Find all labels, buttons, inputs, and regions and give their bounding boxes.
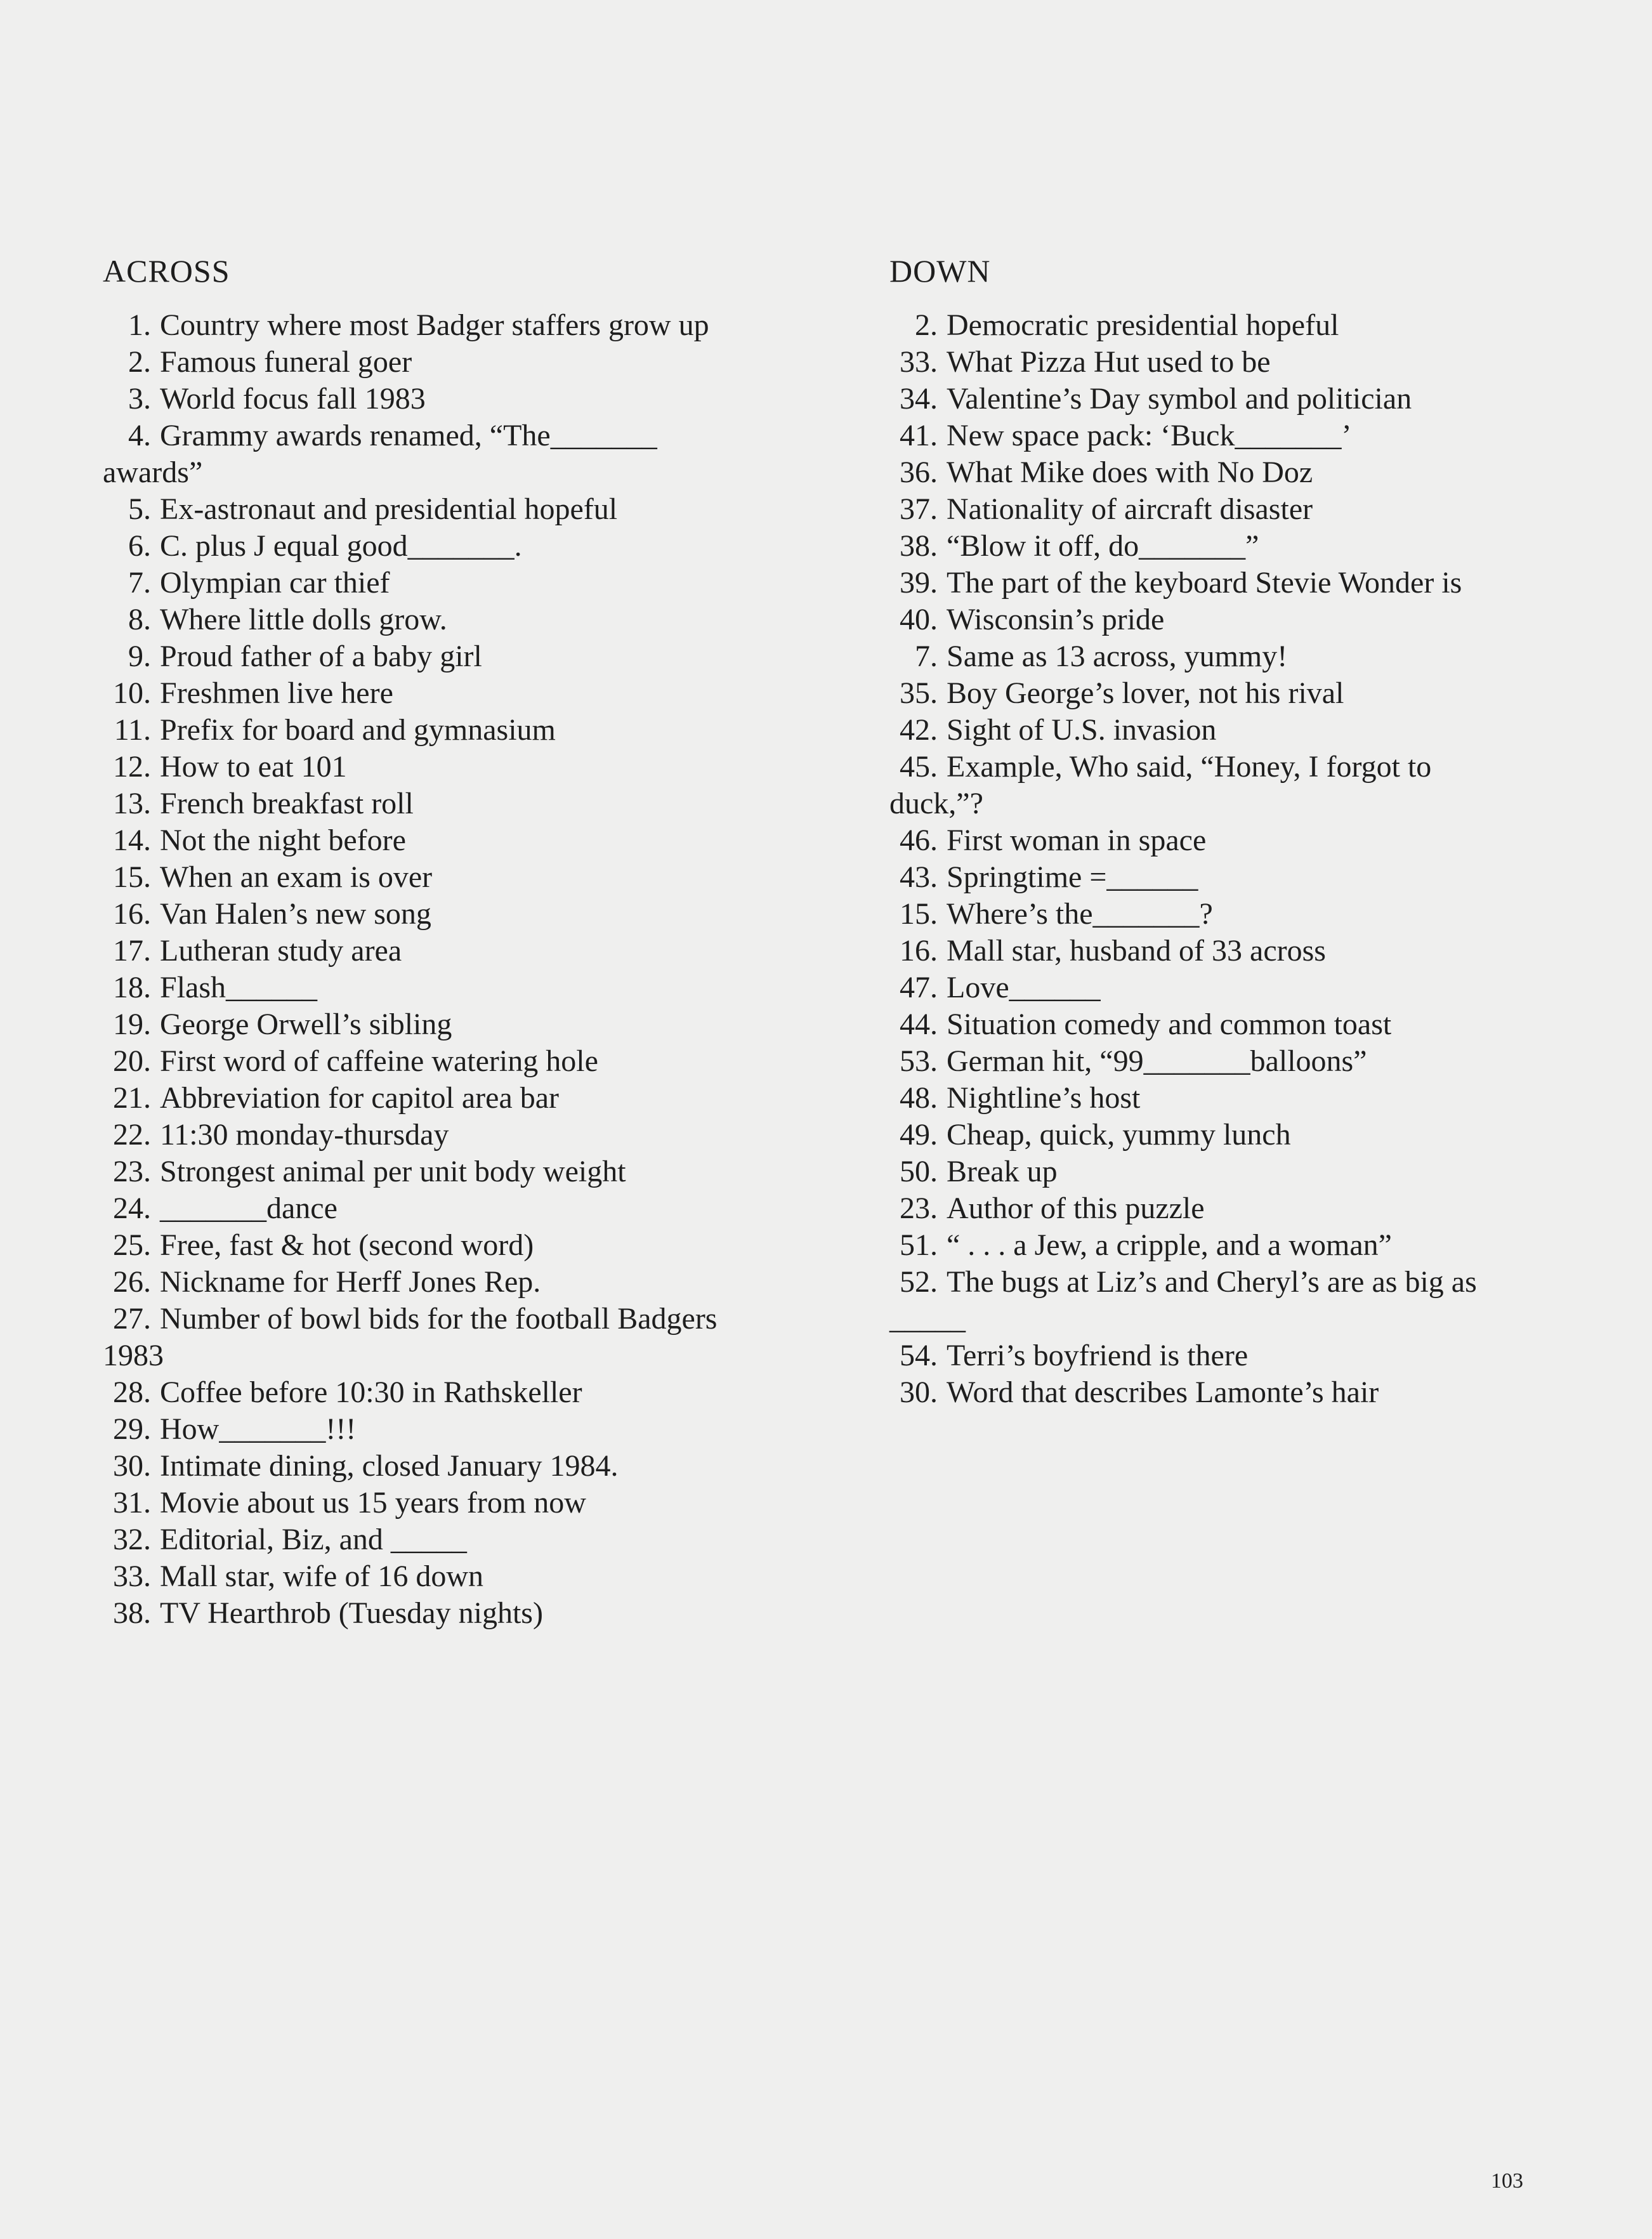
across-clue [103, 307, 801, 344]
clue-text: Cheap, quick, yummy lunch [947, 1118, 1291, 1152]
clue-number: 29. [113, 1412, 151, 1446]
clue-number: 4. [128, 419, 151, 452]
clue-number: 45. [900, 750, 938, 784]
across-clue [103, 969, 801, 1006]
clue-number: 25. [113, 1228, 151, 1262]
clue-number: 15. [113, 860, 151, 894]
clue-text: Van Halen’s new song [160, 897, 431, 931]
clue-number: 24. [113, 1192, 151, 1225]
clue-text: Where’s the_______? [947, 897, 1213, 931]
across-clue [103, 1117, 801, 1153]
across-clue [103, 822, 801, 859]
clue-text: Valentine’s Day symbol and politician [947, 382, 1412, 416]
down-clue [889, 601, 1587, 638]
clue-number: 51. [900, 1228, 938, 1262]
clue-text: “ . . . a Jew, a cripple, and a woman” [947, 1228, 1392, 1262]
clue-number: 18. [113, 971, 151, 1004]
clue-text: Abbreviation for capitol area bar [160, 1081, 560, 1115]
clue-number: 36. [900, 456, 938, 489]
down-clue [889, 822, 1587, 859]
clue-number: 15. [900, 897, 938, 931]
clue-number: 28. [113, 1376, 151, 1409]
down-clue [889, 896, 1587, 933]
across-column [103, 253, 801, 1632]
clue-number: 8. [128, 603, 151, 636]
across-clue-list [103, 307, 801, 1632]
clue-text: Intimate dining, closed January 1984. [160, 1449, 619, 1483]
across-clue [103, 1043, 801, 1080]
across-clue [103, 381, 801, 417]
clue-number: 50. [900, 1155, 938, 1188]
clue-number: 48. [900, 1081, 938, 1115]
clue-text: “Blow it off, do_______” [947, 529, 1259, 563]
clue-text: Editorial, Biz, and _____ [160, 1523, 467, 1556]
clue-number: 37. [900, 492, 938, 526]
clue-text: Springtime =______ [947, 860, 1198, 894]
clue-number: 3. [128, 382, 151, 416]
down-clue [889, 969, 1587, 1006]
clue-number: 34. [900, 382, 938, 416]
across-clue [103, 785, 801, 822]
clue-number: 53. [900, 1044, 938, 1078]
down-column [889, 253, 1587, 1411]
down-clue-list [889, 307, 1587, 1411]
across-clue [103, 675, 801, 712]
clue-text: What Mike does with No Doz [947, 456, 1313, 489]
clue-text: Democratic presidential hopeful [947, 308, 1339, 342]
clue-text: When an exam is over [160, 860, 433, 894]
clue-text: _______dance [160, 1192, 338, 1225]
clue-text: German hit, “99_______balloons” [947, 1044, 1367, 1078]
clue-number: 47. [900, 971, 938, 1004]
clue-number: 9. [128, 640, 151, 673]
across-clue [103, 749, 801, 785]
clue-number: 6. [128, 529, 151, 563]
across-clue [103, 1374, 801, 1411]
clue-text: Grammy awards renamed, “The_______ [160, 419, 657, 452]
clue-number: 23. [113, 1155, 151, 1188]
down-clue [889, 344, 1587, 381]
clue-number: 38. [900, 529, 938, 563]
clue-number: 5. [128, 492, 151, 526]
across-clue [103, 417, 801, 491]
clue-text: What Pizza Hut used to be [947, 345, 1271, 379]
clue-number: 31. [113, 1486, 151, 1520]
clue-number: 42. [900, 713, 938, 747]
clue-text: Ex-astronaut and presidential hopeful [160, 492, 618, 526]
down-clue [889, 1227, 1587, 1264]
clue-text-continuation: _____ [889, 1302, 966, 1336]
page-number: 103 [1491, 2169, 1523, 2193]
clue-number: 14. [113, 824, 151, 857]
across-clue [103, 565, 801, 601]
down-clue [889, 933, 1587, 969]
down-clue [889, 1264, 1587, 1337]
clue-text: The bugs at Liz’s and Cheryl’s are as big as [947, 1265, 1477, 1299]
down-clue [889, 675, 1587, 712]
down-clue [889, 417, 1587, 454]
clue-number: 52. [900, 1265, 938, 1299]
clue-text-continuation: duck,”? [889, 787, 983, 820]
clue-text: Wisconsin’s pride [947, 603, 1165, 636]
across-clue [103, 1411, 801, 1448]
down-clue [889, 638, 1587, 675]
across-clue [103, 933, 801, 969]
down-clue [889, 1190, 1587, 1227]
clue-number: 33. [113, 1559, 151, 1593]
clue-text: Love______ [947, 971, 1101, 1004]
across-clue [103, 1521, 801, 1558]
clue-text: Proud father of a baby girl [160, 640, 482, 673]
clue-text: Country where most Badger staffers grow up [160, 308, 709, 342]
clue-text: Olympian car thief [160, 566, 390, 600]
clue-text: Free, fast & hot (second word) [160, 1228, 534, 1262]
clue-text: First woman in space [947, 824, 1207, 857]
clue-text: Break up [947, 1155, 1058, 1188]
down-clue [889, 712, 1587, 749]
clue-number: 54. [900, 1339, 938, 1372]
clue-text: French breakfast roll [160, 787, 414, 820]
clue-text-continuation: awards” [103, 456, 203, 489]
down-clue [889, 1337, 1587, 1374]
clue-text: Coffee before 10:30 in Rathskeller [160, 1376, 582, 1409]
down-clue [889, 1006, 1587, 1043]
down-clue [889, 381, 1587, 417]
clue-text: Strongest animal per unit body weight [160, 1155, 626, 1188]
clue-number: 7. [128, 566, 151, 600]
across-clue [103, 1301, 801, 1374]
clue-text: Nickname for Herff Jones Rep. [160, 1265, 541, 1299]
clue-number: 10. [113, 676, 151, 710]
clue-text: Where little dolls grow. [160, 603, 447, 636]
across-clue [103, 859, 801, 896]
clue-number: 49. [900, 1118, 938, 1152]
clue-text: World focus fall 1983 [160, 382, 426, 416]
clue-number: 19. [113, 1008, 151, 1041]
clue-text: Flash______ [160, 971, 318, 1004]
clue-text: Nationality of aircraft disaster [947, 492, 1313, 526]
clue-text: Movie about us 15 years from now [160, 1486, 586, 1520]
clue-number: 43. [900, 860, 938, 894]
clue-text: First word of caffeine watering hole [160, 1044, 598, 1078]
clue-number: 11. [114, 713, 151, 747]
clue-number: 35. [900, 676, 938, 710]
down-heading: DOWN [889, 253, 991, 289]
clue-text: 11:30 monday-thursday [160, 1118, 449, 1152]
clue-text: Freshmen live here [160, 676, 393, 710]
clue-text: Example, Who said, “Honey, I forgot to [947, 750, 1432, 784]
clue-number: 2. [128, 345, 151, 379]
down-clue [889, 859, 1587, 896]
clue-number: 7. [915, 640, 938, 673]
clue-text: Mall star, husband of 33 across [947, 934, 1326, 968]
clue-text: Mall star, wife of 16 down [160, 1559, 483, 1593]
across-clue [103, 528, 801, 565]
clue-number: 1. [128, 308, 151, 342]
clue-text: TV Hearthrob (Tuesday nights) [160, 1596, 543, 1630]
across-clue [103, 344, 801, 381]
clue-number: 22. [113, 1118, 151, 1152]
down-clue [889, 1080, 1587, 1117]
clue-text: The part of the keyboard Stevie Wonder is [947, 566, 1462, 600]
clue-text: How to eat 101 [160, 750, 347, 784]
clue-number: 44. [900, 1008, 938, 1041]
clue-text: Terri’s boyfriend is there [947, 1339, 1249, 1372]
clue-text: Situation comedy and common toast [947, 1008, 1392, 1041]
down-clue [889, 307, 1587, 344]
clue-text: Lutheran study area [160, 934, 402, 968]
clue-number: 16. [900, 934, 938, 968]
clue-text: Same as 13 across, yummy! [947, 640, 1288, 673]
across-clue [103, 1264, 801, 1301]
clue-number: 13. [113, 787, 151, 820]
across-clue [103, 1153, 801, 1190]
across-clue [103, 491, 801, 528]
across-clue [103, 896, 801, 933]
across-clue [103, 638, 801, 675]
clue-number: 38. [113, 1596, 151, 1630]
across-clue [103, 1006, 801, 1043]
clue-text: Boy George’s lover, not his rival [947, 676, 1344, 710]
across-clue [103, 601, 801, 638]
down-clue [889, 1374, 1587, 1411]
down-clue [889, 1117, 1587, 1153]
clue-text-continuation: 1983 [103, 1339, 164, 1372]
clue-text: Word that describes Lamonte’s hair [947, 1376, 1379, 1409]
clue-number: 17. [113, 934, 151, 968]
clue-number: 26. [113, 1265, 151, 1299]
across-heading: ACROSS [103, 253, 230, 289]
clue-number: 21. [113, 1081, 151, 1115]
across-clue [103, 712, 801, 749]
clue-text: New space pack: ‘Buck_______’ [947, 419, 1352, 452]
clue-number: 30. [113, 1449, 151, 1483]
clue-number: 16. [113, 897, 151, 931]
clue-number: 27. [113, 1302, 151, 1336]
across-clue [103, 1595, 801, 1632]
down-clue [889, 528, 1587, 565]
clue-text: Famous funeral goer [160, 345, 412, 379]
across-clue [103, 1558, 801, 1595]
clue-number: 39. [900, 566, 938, 600]
clue-text: George Orwell’s sibling [160, 1008, 452, 1041]
clue-number: 41. [900, 419, 938, 452]
clue-text: Sight of U.S. invasion [947, 713, 1217, 747]
clue-number: 46. [900, 824, 938, 857]
across-clue [103, 1080, 801, 1117]
clue-number: 23. [900, 1192, 938, 1225]
clue-number: 12. [113, 750, 151, 784]
across-clue [103, 1485, 801, 1521]
clue-number: 20. [113, 1044, 151, 1078]
clue-number: 2. [915, 308, 938, 342]
clue-text: Number of bowl bids for the football Badgers [160, 1302, 718, 1336]
across-clue [103, 1227, 801, 1264]
down-clue [889, 749, 1587, 822]
clue-text: Author of this puzzle [947, 1192, 1205, 1225]
clue-text: Nightline’s host [947, 1081, 1141, 1115]
clue-number: 33. [900, 345, 938, 379]
clue-text: Prefix for board and gymnasium [160, 713, 556, 747]
clue-number: 32. [113, 1523, 151, 1556]
down-clue [889, 491, 1587, 528]
across-clue [103, 1190, 801, 1227]
down-clue [889, 1043, 1587, 1080]
down-clue [889, 454, 1587, 491]
clue-number: 40. [900, 603, 938, 636]
down-clue [889, 1153, 1587, 1190]
across-clue [103, 1448, 801, 1485]
down-clue [889, 565, 1587, 601]
clue-text: How_______!!! [160, 1412, 357, 1446]
clue-text: C. plus J equal good_______. [160, 529, 522, 563]
clue-text: Not the night before [160, 824, 406, 857]
clue-number: 30. [900, 1376, 938, 1409]
